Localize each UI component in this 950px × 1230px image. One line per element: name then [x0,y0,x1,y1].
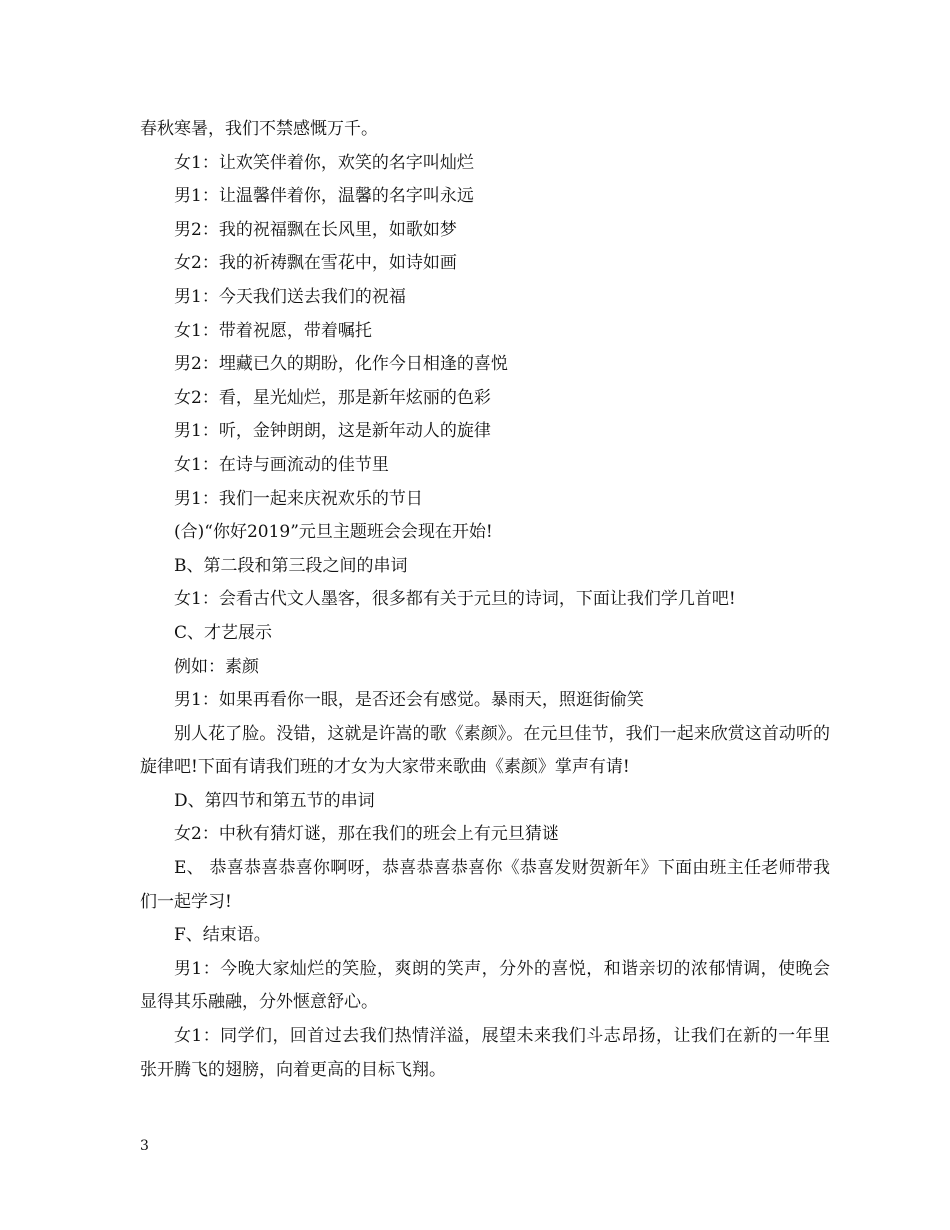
paragraph: F、结束语。 [174,925,271,946]
paragraph: 女1：会看古代文人墨客，很多都有关于元旦的诗词，下面让我们学几首吧! [174,589,736,610]
paragraph: C、才艺展示 [174,622,273,643]
paragraph: (合)“你好2019”元旦主题班会会现在开始! [174,522,493,543]
paragraph: 春秋寒暑，我们不禁感慨万千。 [140,119,378,139]
paragraph: 男1：听，金钟朗朗，这是新年动人的旋律 [174,421,491,442]
paragraph: 女1：让欢笑伴着你，欢笑的名字叫灿烂 [174,152,474,173]
paragraph: 别人花了脸。没错，这就是许嵩的歌《素颜》。在元旦佳节，我们一起来欣赏这首动听的旋律吧!下面有请我们班的才女为大家带来歌曲《素颜》掌声有请! [140,723,830,778]
paragraph: 女1：在诗与画流动的佳节里 [174,454,389,475]
paragraph: 男1：我们一起来庆祝欢乐的节日 [174,488,423,509]
paragraph: 女2：我的祈祷飘在雪花中，如诗如画 [174,253,457,274]
paragraph: B、第二段和第三段之间的串词 [174,555,408,576]
paragraph: E、 恭喜恭喜恭喜你啊呀，恭喜恭喜恭喜你《恭喜发财贺新年》下面由班主任老师带我们一起学习! [140,858,830,912]
paragraph: 例如：素颜 [174,656,259,677]
paragraph: 男1：如果再看你一眼，是否还会有感觉。暴雨天，照逛街偷笑 [174,690,644,711]
document-body [140,113,830,1087]
paragraph: 女2：中秋有猜灯谜，那在我们的班会上有元旦猜谜 [174,824,559,845]
paragraph: 男1：让温馨伴着你，温馨的名字叫永远 [174,186,474,207]
paragraph: 男1：今天我们送去我们的祝福 [174,286,406,307]
paragraph: 男1：今晚大家灿烂的笑脸，爽朗的笑声，分外的喜悦，和谐亲切的浓郁情调，使晚会显得其乐融融，分外惬意舒心。 [140,958,830,1013]
paragraph: 男2：埋藏已久的期盼，化作今日相逢的喜悦 [174,354,508,375]
page-number: 3 [140,1138,149,1154]
paragraph: D、第四节和第五节的串词 [174,790,375,811]
paragraph: 男2：我的祝福飘在长风里，如歌如梦 [174,219,457,240]
paragraph: 女1：同学们，回首过去我们热情洋溢，展望未来我们斗志昂扬，让我们在新的一年里张开腾飞的翅膀，向着更高的目标飞翔。 [140,1026,830,1080]
paragraph: 女1：带着祝愿，带着嘱托 [174,320,372,341]
paragraph: 女2：看，星光灿烂，那是新年炫丽的色彩 [174,387,491,408]
